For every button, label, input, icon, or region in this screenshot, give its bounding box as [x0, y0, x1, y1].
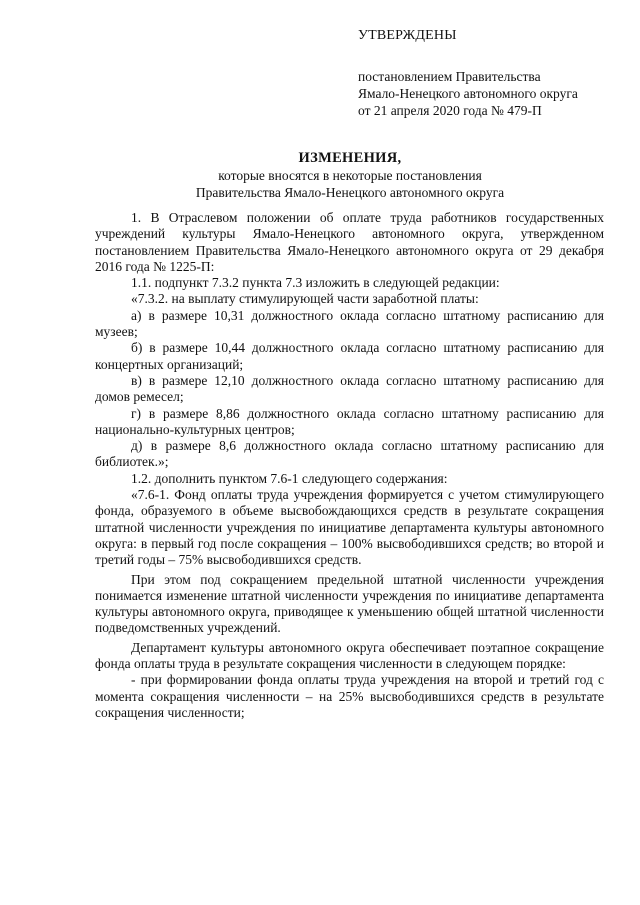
paragraph: При этом под сокращением предельной штатной численности учреждения понимается изменение штатной численности учреждения по инициативе департамента культуры автономного округа, приводящее к уменьшению общей штатной численности подведомственных учреждений.: [95, 571, 604, 636]
paragraph: 1.1. подпункт 7.3.2 пункта 7.3 изложить в следующей редакции:: [131, 275, 500, 291]
paragraph: а) в размере 10,31 должностного оклада согласно штатному расписанию для музеев;: [95, 307, 604, 340]
paragraph: д) в размере 8,6 должностного оклада согласно штатному расписанию для библиотек.»;: [95, 438, 604, 470]
document-heading: [90, 150, 610, 201]
paragraph: «7.6-1. Фонд оплаты труда учреждения формируется с учетом стимулирующего фонда, образуемого в объеме высвобождающихся средств в результате сокращения штатной численности учреждения по инициативе департамента культуры автономного округа: в первый год после сокращения – 100% высвободившихся средств; во второй и третий годы – 75% высвободившихся средств.: [95, 487, 604, 568]
paragraph: - при формировании фонда оплаты труда учреждения на второй и третий год с момента сокращения численности – на 25% высвободившихся средств в результате сокращения численности;: [95, 672, 604, 720]
approval-line: постановлением Правительства: [358, 69, 541, 84]
approval-line: Ямало-Ненецкого автономного округа: [358, 86, 578, 101]
paragraph: 1.2. дополнить пунктом 7.6-1 следующего содержания:: [131, 470, 448, 486]
approval-title: УТВЕРЖДЕНЫ: [358, 28, 457, 43]
paragraph: Департамент культуры автономного округа обеспечивает поэтапное сокращение фонда оплаты труда в результате сокращения численности в следующем порядке:: [95, 639, 604, 672]
document-title: ИЗМЕНЕНИЯ,: [298, 150, 402, 166]
paragraph: в) в размере 12,10 должностного оклада согласно штатному расписанию для домов ремесел;: [95, 372, 604, 405]
approval-line: от 21 апреля 2020 года № 479-П: [358, 103, 542, 118]
paragraph: г) в размере 8,86 должностного оклада согласно штатному расписанию для национально-культурных центров;: [95, 405, 604, 437]
paragraph: 1. В Отраслевом положении об оплате труда работников государственных учреждений культуры Ямало-Ненецкого автономного округа, утвержденном постановлением Правительства Ямало-Ненецкого автономного округа от 29 декабря 2016 года № 1225-П:: [95, 210, 604, 274]
paragraph: «7.3.2. на выплату стимулирующей части заработной платы:: [131, 291, 479, 307]
document-subtitle: которые вносятся в некоторые постановления: [218, 168, 482, 183]
document-body: [95, 210, 604, 721]
paragraph: б) в размере 10,44 должностного оклада согласно штатному расписанию для концертных организаций;: [95, 340, 604, 372]
document-subtitle: Правительства Ямало-Ненецкого автономного округа: [195, 185, 505, 200]
approval-block: [358, 27, 578, 119]
